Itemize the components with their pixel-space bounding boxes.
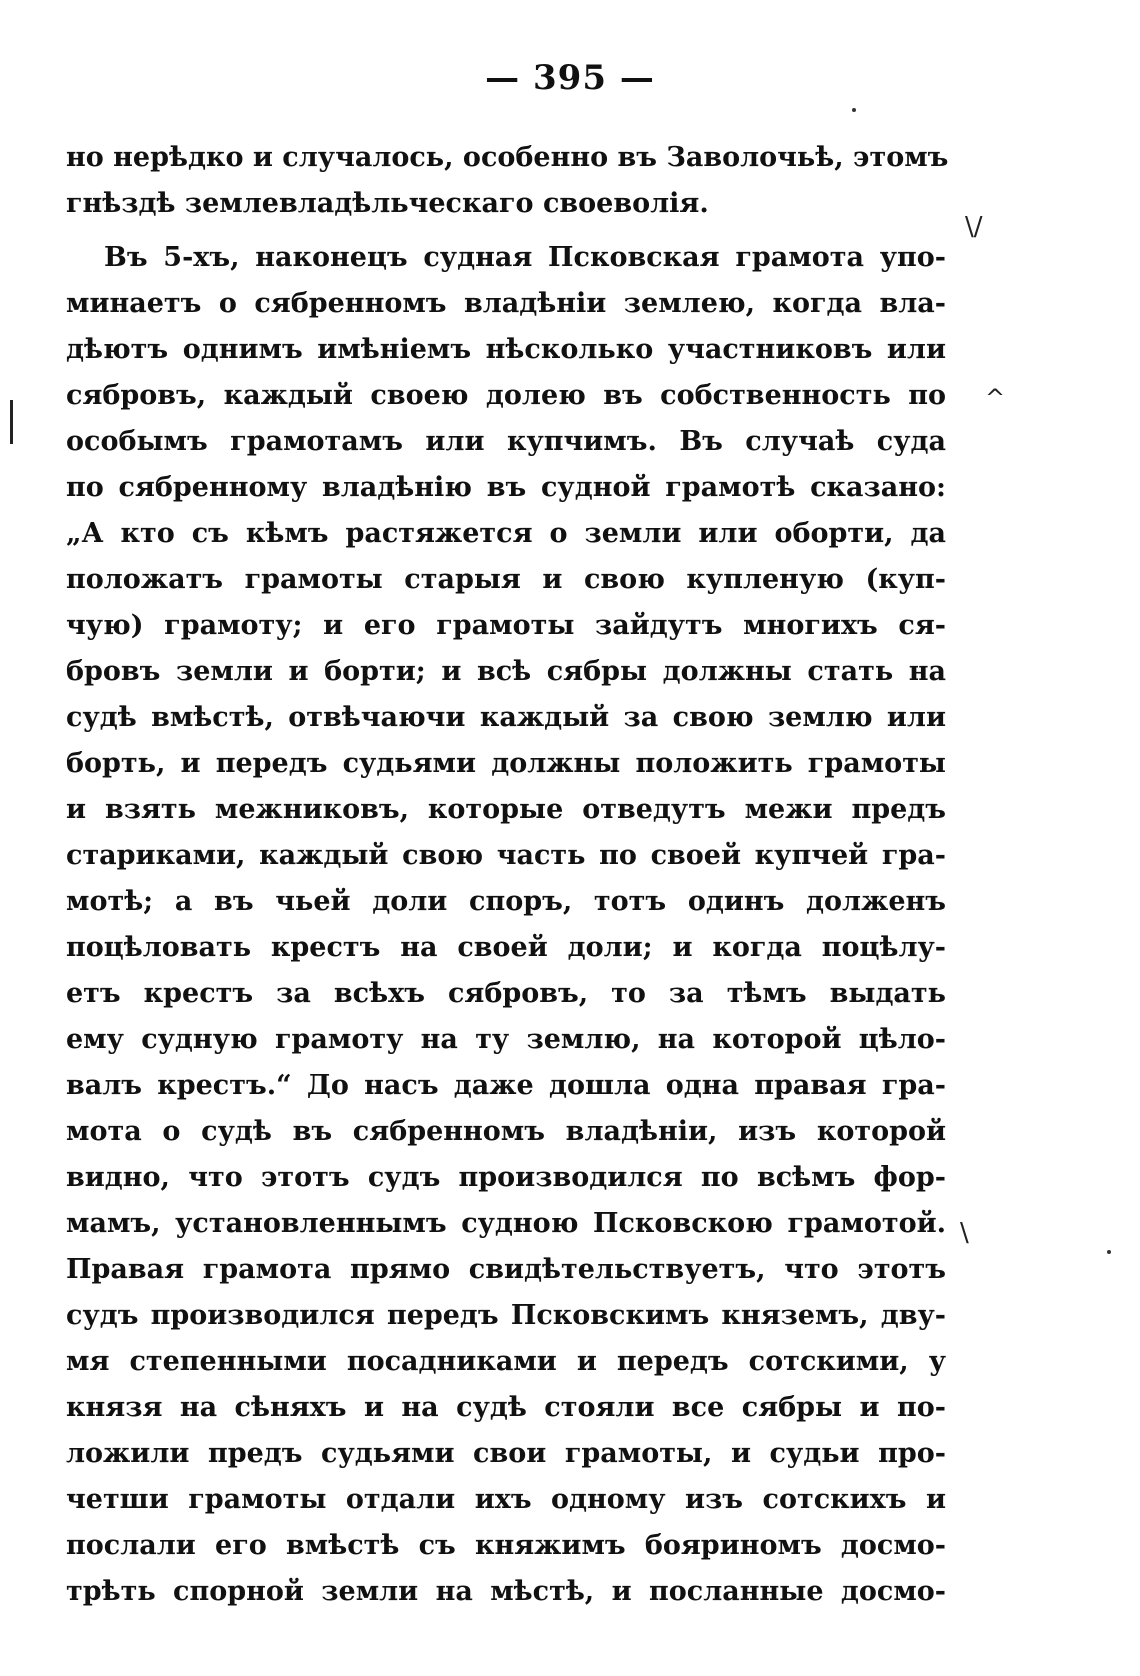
margin-caret-mark: ^ (985, 384, 1006, 412)
text-line: валъ крестъ.“ До насъ даже дошла одна правая гра- (66, 1070, 946, 1101)
page-number: — 395 — (485, 58, 655, 98)
margin-tick-mark: \ (960, 1218, 969, 1248)
text-line: „А кто съ кѣмъ растяжется о земли или оборти, да (66, 518, 946, 549)
text-line: и взять межниковъ, которые отведутъ межи предъ (66, 794, 946, 825)
text-line: князя на сѣняхъ и на судѣ стояли все сябры и по- (66, 1392, 946, 1423)
text-line: дѣютъ однимъ имѣніемъ нѣсколько участниковъ или (66, 334, 946, 365)
text-line: борть, и передъ судьями должны положить грамоты (66, 748, 946, 779)
text-line: послали его вмѣстѣ съ княжимъ бояриномъ досмо- (66, 1530, 946, 1561)
margin-slash-mark: \/ (965, 212, 983, 242)
text-line: етъ крестъ за всѣхъ сябровъ, то за тѣмъ выдать (66, 978, 946, 1009)
text-line: сябровъ, каждый своею долею въ собственность по (66, 380, 946, 411)
body-text (66, 135, 949, 1615)
text-line: поцѣловать крестъ на своей доли; и когда поцѣлу- (66, 932, 946, 963)
text-line: бровъ земли и борти; и всѣ сябры должны стать на (66, 656, 946, 687)
text-line: по сябренному владѣнію въ судной грамотѣ сказано: (66, 472, 946, 503)
text-line: чую) грамоту; и его грамоты зайдутъ многихъ ся- (66, 610, 946, 641)
text-line: Въ 5-хъ, наконецъ судная Псковская грамота упо- (104, 242, 946, 273)
text-line: трѣть спорной земли на мѣстѣ, и посланные досмо- (66, 1576, 946, 1607)
text-line: но нерѣдко и случалось, особенно въ Заволочьѣ, этомъ (66, 142, 949, 173)
text-line: четши грамоты отдали ихъ одному изъ сотскихъ и (66, 1484, 946, 1515)
speck-dot (852, 108, 856, 112)
text-line: мота о судѣ въ сябренномъ владѣніи, изъ которой (66, 1116, 946, 1147)
text-line: Правая грамота прямо свидѣтельствуетъ, что этотъ (66, 1254, 946, 1285)
paragraph-gap (66, 227, 946, 235)
text-line: мотѣ; а въ чьей доли споръ, тотъ одинъ долженъ (66, 886, 946, 917)
text-line: ему судную грамоту на ту землю, на которой цѣло- (66, 1024, 946, 1055)
text-line: особымъ грамотамъ или купчимъ. Въ случаѣ суда (66, 426, 946, 457)
text-line: судъ производился передъ Псковскимъ княземъ, дву- (66, 1300, 946, 1331)
text-line: видно, что этотъ судъ производился по всѣмъ фор- (66, 1162, 946, 1193)
text-line: судѣ вмѣстѣ, отвѣчаючи каждый за свою землю или (66, 702, 946, 733)
text-line: ложили предъ судьями свои грамоты, и судьи про- (66, 1438, 946, 1469)
speck-dot (1107, 1250, 1111, 1254)
text-line: положатъ грамоты старыя и свою купленую (куп- (66, 564, 946, 595)
text-line: мя степенными посадниками и передъ сотскими, у (66, 1346, 946, 1377)
text-line: минаетъ о сябренномъ владѣніи землею, когда вла- (66, 288, 946, 319)
text-line: стариками, каждый свою часть по своей купчей гра- (66, 840, 946, 871)
margin-bar-mark (10, 400, 13, 444)
text-line: мамъ, установленнымъ судною Псковскою грамотой. (66, 1208, 946, 1239)
text-line: гнѣздѣ землевладѣльческаго своеволія. (66, 188, 709, 219)
